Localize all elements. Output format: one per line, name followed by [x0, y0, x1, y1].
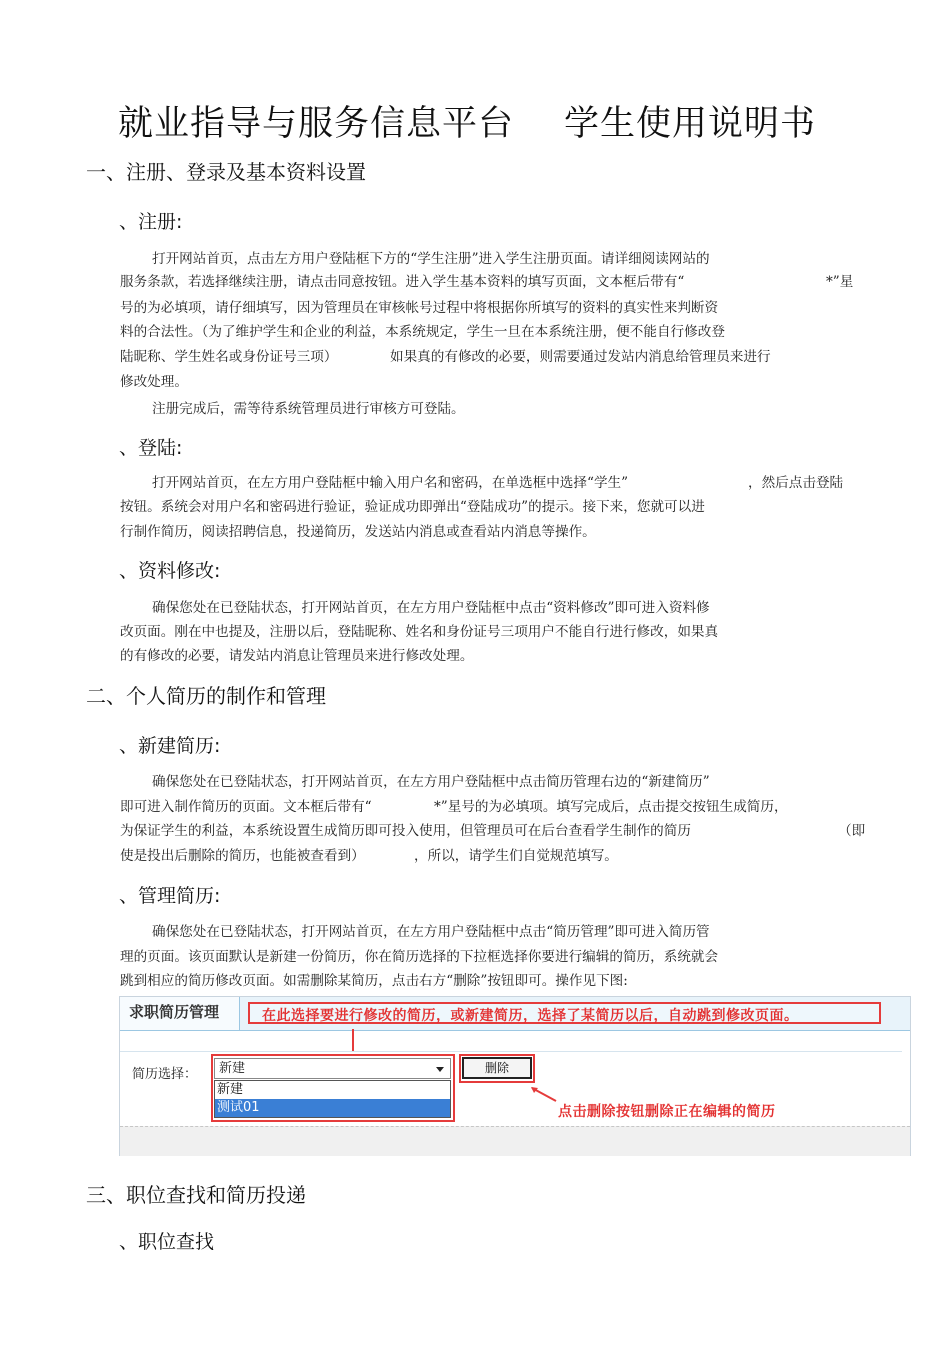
resume-manager-screenshot	[119, 996, 911, 1156]
chevron-down-icon	[436, 1067, 444, 1072]
section-heading-2: 二、个人简历的制作和管理	[86, 684, 326, 708]
paragraph-line: 服务条款，若选择继续注册，请点击同意按钮。进入学生基本资料的填写页面，文本框后带有“	[120, 274, 685, 290]
subsection-heading-new-resume: 、新建简历:	[119, 735, 221, 757]
section-heading-3: 三、职位查找和简历投递	[86, 1183, 306, 1207]
paragraph-line: 即可进入制作简历的页面。文本框后带有“	[120, 799, 372, 815]
divider	[120, 1051, 902, 1052]
paragraph-line: 打开网站首页，在左方用户登陆框中输入用户名和密码，在单选框中选择“学生”	[152, 475, 629, 491]
paragraph-line: 行制作简历，阅读招聘信息，投递简历，发送站内消息或查看站内消息等操作。	[120, 524, 596, 540]
callout-connector	[352, 1029, 354, 1051]
callout-top	[248, 1002, 881, 1024]
paragraph-line: 改页面。刚在中也提及，注册以后，登陆昵称、姓名和身份证号三项用户不能自行进行修改，如果真	[120, 624, 719, 640]
paragraph-line: 打开网站首页，点击左方用户登陆框下方的“学生注册”进入学生注册页面。请详细阅读网站的	[152, 251, 710, 267]
paragraph-line: 为保证学生的利益，本系统设置生成简历即可投入使用，但管理员可在后台查看学生制作的简历	[120, 823, 691, 839]
page-title-sub: 学生使用说明书	[564, 104, 817, 144]
callout-bottom-text: 点击删除按钮删除正在编辑的简历	[558, 1104, 776, 1120]
paragraph-line: 料的合法性。（为了维护学生和企业的利益，本系统规定，学生一旦在本系统注册，便不能自行修改登	[120, 324, 725, 340]
paragraph-line: 修改处理。	[120, 374, 188, 390]
resume-select-label: 简历选择：	[132, 1067, 198, 1082]
page-title-main: 就业指导与服务信息平台	[118, 104, 515, 144]
resume-select-dropdown[interactable]	[214, 1080, 451, 1118]
paragraph-line: 号的为必填项，请仔细填写，因为管理员在审核帐号过程中将根据你所填写的资料的真实性来判断资	[120, 300, 719, 316]
paragraph-line: ，然后点击登陆	[748, 475, 844, 491]
paragraph-line: 如果真的有修改的必要，则需要通过发站内消息给管理员来进行	[390, 349, 771, 365]
paragraph-line: 按钮。系统会对用户名和密码进行验证，验证成功即弹出“登陆成功”的提示。接下来，您就可以进	[120, 499, 705, 515]
subsection-heading-login: 、登陆:	[119, 437, 183, 459]
subsection-heading-manage-resume: 、管理简历:	[119, 885, 221, 907]
paragraph-line: 注册完成后，需等待系统管理员进行审核方可登陆。	[152, 401, 465, 417]
paragraph-line: 使是投出后删除的简历，也能被查看到）	[120, 848, 365, 864]
paragraph-line: 的有修改的必要，请发站内消息让管理员来进行修改处理。	[120, 648, 474, 664]
paragraph-line: 陆昵称、学生姓名或身份证号三项）	[120, 349, 338, 365]
delete-button[interactable]: 删除	[462, 1057, 532, 1079]
dropdown-option-selected[interactable]: 测试01	[215, 1099, 450, 1117]
section-heading-1: 一、注册、登录及基本资料设置	[86, 160, 366, 184]
panel-title: 求职简历管理	[120, 997, 240, 1030]
resume-select-value: 新建	[219, 1061, 246, 1076]
paragraph-line: 确保您处在已登陆状态，打开网站首页，在左方用户登陆框中点击简历管理右边的“新建简历”	[152, 774, 710, 790]
paragraph-line: *”星	[826, 274, 854, 290]
paragraph-line: *”星号的为必填项。填写完成后，点击提交按钮生成简历，	[434, 799, 788, 815]
paragraph-line: （即	[838, 823, 866, 839]
callout-top-text: 在此选择要进行修改的简历，或新建简历，选择了某简历以后，自动跳到修改页面。	[262, 1008, 799, 1024]
dropdown-option[interactable]: 新建	[217, 1082, 244, 1097]
page-title	[118, 96, 816, 146]
paragraph-line: 确保您处在已登陆状态，打开网站首页，在左方用户登陆框中点击“简历管理”即可进入简历管	[152, 924, 710, 940]
panel-header	[120, 997, 910, 1031]
paragraph-line: 确保您处在已登陆状态，打开网站首页，在左方用户登陆框中点击“资料修改”即可进入资料修	[152, 600, 710, 616]
subsection-heading-register: 、注册:	[119, 211, 183, 233]
subsection-heading-profile-edit: 、资料修改:	[119, 560, 221, 582]
resume-select[interactable]	[214, 1058, 451, 1079]
paragraph-line: 跳到相应的简历修改页面。如需删除某简历，点击右方“删除”按钮即可。操作见下图:	[120, 973, 628, 989]
paragraph-line: ，所以，请学生们自觉规范填写。	[414, 848, 618, 864]
panel-footer	[120, 1126, 910, 1156]
paragraph-line: 理的页面。该页面默认是新建一份简历，你在简历选择的下拉框选择你要进行编辑的简历，系统就会	[120, 949, 719, 965]
subsection-heading-job-search: 、职位查找	[119, 1231, 215, 1253]
